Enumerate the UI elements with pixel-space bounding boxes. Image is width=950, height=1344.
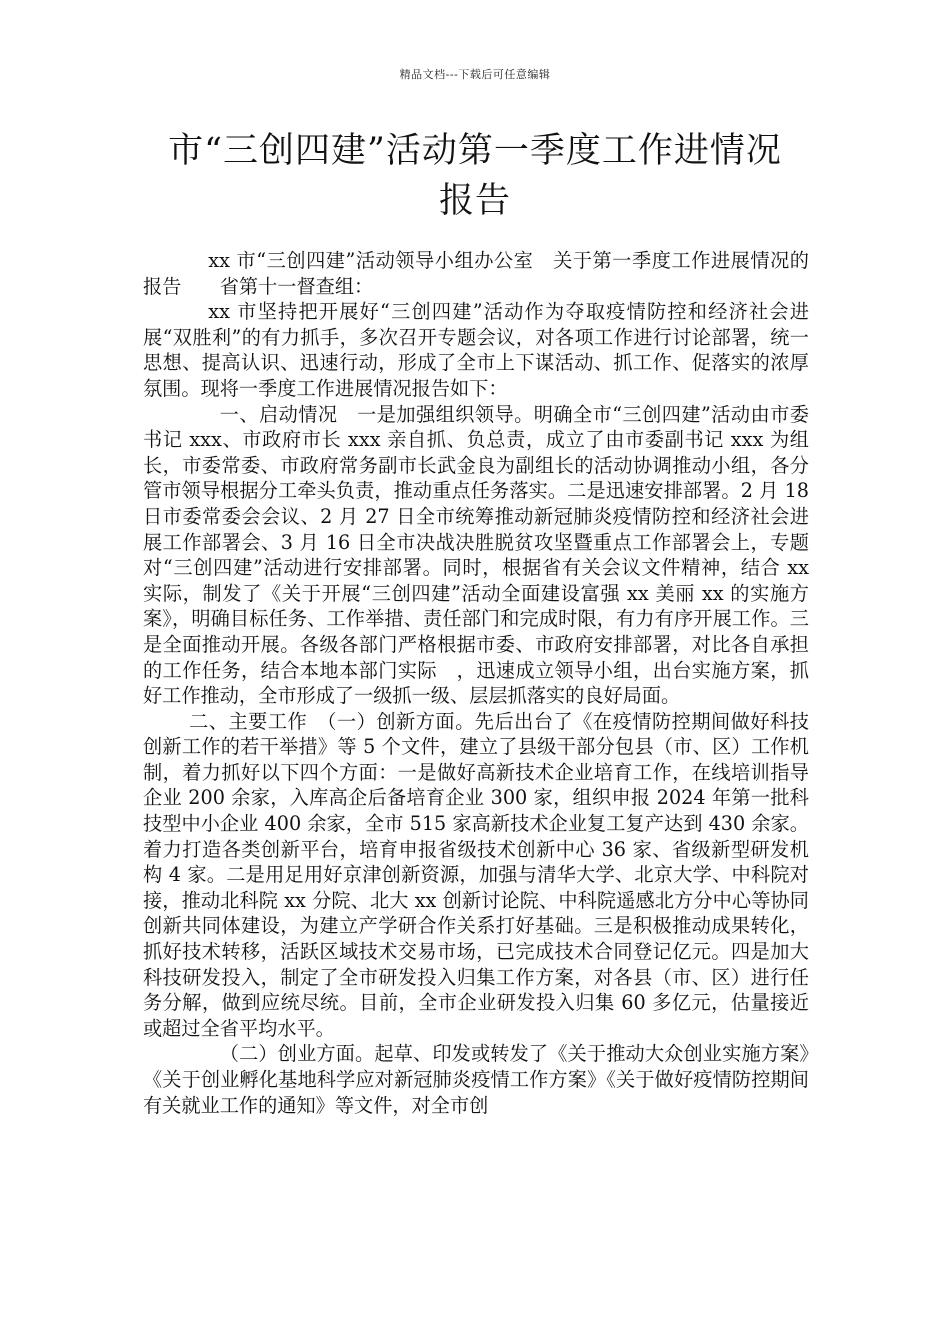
document-title: [100, 126, 850, 226]
document-body: [143, 248, 809, 1118]
paragraph-launch: 一、启动情况 一是加强组织领导。明确全市“三创四建”活动由市委书记 xxx、市政府市长 xxx 亲自抓、负总责，成立了由市委副书记 xxx 为组长，市委常委、市政府常务副市长武金良为副组长的活动协调推动小组，各分管市领导根据分工牵头负责，推动重点任务落实。二是迅速安排部署。2 月 18 日市委常委会会议、2 月 27 日全市统筹推动新冠肺炎疫情防控和经济社会进展工作部署会、3 月 16 日全市决战决胜脱贫攻坚暨重点工作部署会上，专题对“三创四建”活动进行安排部署。同时，根据省有关会议文件精神，结合 xx 实际，制发了《关于开展“三创四建”活动全面建设富强 xx 美丽 xx 的实施方案》，明确目标任务、工作举措、责任部门和完成时限，有力有序开展工作。三是全面推动开展。各级各部门严格根据市委、市政府安排部署，对比各自承担的工作任务，结合本地本部门实际 ，迅速成立领导小组，出台实施方案，抓好工作推动，全市形成了一级抓一级、层层抓落实的良好局面。: [143, 402, 809, 708]
paragraph-main-work: 二、主要工作 （一）创新方面。先后出台了《在疫情防控期间做好科技创新工作的若干举措》等 5 个文件，建立了县级干部分包县（市、区）工作机制，着力抓好以下四个方面：一是做好高新技术企业培育工作，在线培训指导企业 200 余家，入库高企后备培育企业 300 家，组织申报 2024 年第一批科技型中小企业 400 余家，全市 515 家高新技术企业复工复产达到 430 余家。着力打造各类创新平台，培育申报省级技术创新中心 36 家、省级新型研发机构 4 家。二是用足用好京津创新资源，加强与清华大学、北京大学、中科院对接，推动北科院 xx 分院、北大 xx 创新讨论院、中科院遥感北方分中心等协同创新共同体建设，为建立产学研合作关系打好基础。三是积极推动成果转化，抓好技术转移，活跃区域技术交易市场，已完成技术合同登记亿元。四是加大科技研发投入，制定了全市研发投入归集工作方案，对各县（市、区）进行任务分解，做到应统尽统。目前，全市企业研发投入归集 60 多亿元，估量接近或超过全省平均水平。: [143, 709, 809, 1040]
title-line-2: 报告: [438, 181, 511, 221]
title-line-1: 市“三创四建”活动第一季度工作进情况: [168, 131, 782, 171]
paragraph-intro: xx 市坚持把开展好“三创四建”活动作为夺取疫情防控和经济社会进展“双胜利”的有力抓手，多次召开专题会议，对各项工作进行讨论部署，统一思想、提高认识、迅速行动，形成了全市上下谋活动、抓工作、促落实的浓厚氛围。现将一季度工作进展情况报告如下：: [143, 300, 809, 400]
paragraph-salutation: xx 市“三创四建”活动领导小组办公室 关于第一季度工作进展情况的报告 省第十一督查组：: [143, 249, 809, 298]
paragraph-entrepreneurship: （二）创业方面。起草、印发或转发了《关于推动大众创业实施方案》《关于创业孵化基地科学应对新冠肺炎疫情工作方案》《关于做好疫情防控期间有关就业工作的通知》等文件，对全市创: [143, 1042, 809, 1117]
page-header: 精品文档---下载后可任意编辑: [399, 68, 551, 81]
